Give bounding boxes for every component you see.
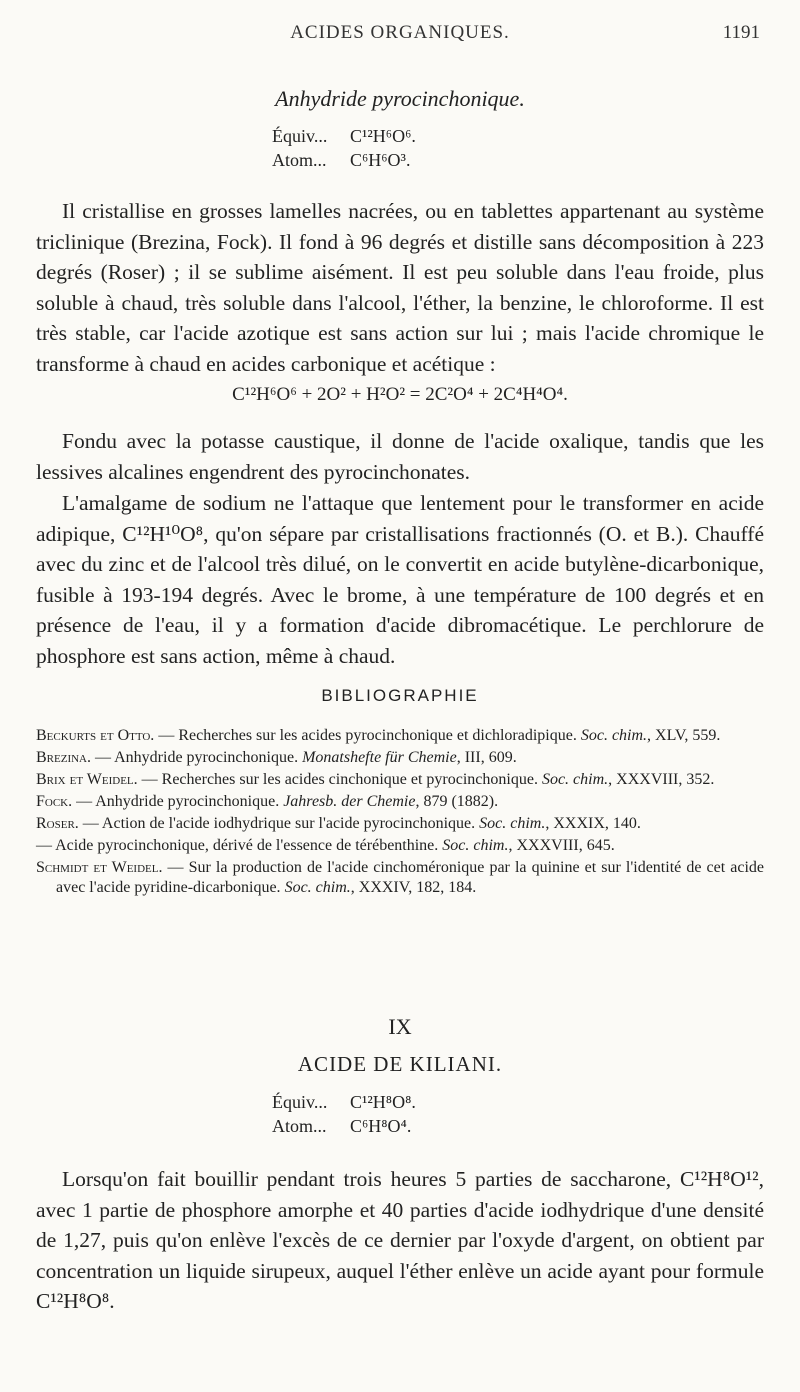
bibliography-heading: BIBLIOGRAPHIE	[321, 686, 479, 705]
bib-text: — Anhydride pyrocinchonique.	[72, 793, 284, 810]
bib-journal: Soc. chim.	[541, 771, 609, 788]
equiv-formula: C¹²H⁶O⁶.	[350, 126, 416, 146]
paragraph-potasse: Fondu avec la potasse caustique, il donne de l'acide oxalique, tandis que les lessives alcalines engendrent des pyrocinchonates.	[36, 429, 764, 484]
bib-text: — Acide pyrocinchonique, dérivé de l'essence de térébenthine.	[36, 837, 443, 854]
bib-ref: , XXXVIII, 645.	[508, 837, 615, 854]
bib-journal: Soc. chim.	[580, 727, 648, 744]
bib-entry	[36, 858, 764, 898]
section-title: ACIDE DE KILIANI.	[297, 1052, 503, 1076]
bib-entry	[36, 792, 764, 812]
bib-author: Beckurts et Otto.	[36, 727, 155, 744]
bib-entry	[36, 814, 764, 834]
paragraph-amalgame: L'amalgame de sodium ne l'attaque que lentement pour le transformer en acide adipique, C¹²H¹⁰O⁸, qu'on sépare par cristallisations fractionnés (O. et B.). Chauffé avec du zinc et de l'alcool très dilué, on le convertit en acide butylène-dicarbonique, fusible à 193-194 degrés. Avec le brome, à une température de 100 degrés et en présence de l'eau, il y a formation d'acide dibromacétique. Le perchlorure de phosphore est sans action, même à chaud.	[36, 491, 764, 668]
section-number: IX	[388, 1014, 412, 1039]
equiv-formula-row	[272, 126, 416, 147]
bib-entry	[36, 726, 764, 746]
kiliani-equiv-formula: C¹²H⁸O⁸.	[350, 1092, 416, 1112]
bib-ref: , III, 609.	[456, 749, 517, 766]
bib-author: Schmidt et Weidel.	[36, 859, 163, 876]
bib-entry	[36, 748, 764, 768]
bib-ref: , 879 (1882).	[415, 793, 499, 810]
bib-author: Brezina.	[36, 749, 91, 766]
bib-ref: , XXXVIII, 352.	[608, 771, 715, 788]
page-header	[0, 22, 800, 52]
bib-ref: , XLV, 559.	[647, 727, 721, 744]
paragraph-properties: Il cristallise en grosses lamelles nacrées, ou en tablettes appartenant au système triclinique (Brezina, Fock). Il fond à 96 degrés et distille sans décomposition à 223 degrés (Roser) ; il se sublime aisément. Il est peu soluble dans l'eau froide, plus soluble à chaud, très soluble dans l'alcool, l'éther, la benzine, le chloroforme. Il est très stable, car l'acide azotique est sans action sur lui ; mais l'acide chromique le transforme à chaud en acides carbonique et acétique :	[36, 199, 764, 376]
bib-ref: , XXXIV, 182, 184.	[350, 879, 477, 896]
bib-ref: , XXXIX, 140.	[545, 815, 641, 832]
bib-author: Fock.	[36, 793, 73, 810]
bib-text: — Anhydride pyrocinchonique.	[91, 749, 303, 766]
bib-text: — Sur la production de l'acide cinchoméronique par la quinine et sur l'identité de cet acide avec l'acide pyridine-dicarbonique.	[56, 859, 764, 896]
kiliani-equiv-label: Équiv...	[272, 1092, 328, 1112]
bib-entry	[36, 770, 764, 790]
bib-text: — Recherches sur les acides pyrocinchonique et dichloradipique.	[154, 727, 581, 744]
bib-text: — Recherches sur les acides cinchonique et pyrocinchonique.	[137, 771, 542, 788]
bib-text: — Action de l'acide iodhydrique sur l'acide pyrocinchonique.	[78, 815, 480, 832]
kiliani-atom-row	[272, 1116, 411, 1137]
bibliography-list	[36, 726, 764, 900]
equiv-label: Équiv...	[272, 126, 328, 146]
page-number: 1191	[722, 22, 760, 43]
bib-journal: Monatshefte für Chemie	[302, 749, 457, 766]
atom-formula-row	[272, 150, 410, 171]
kiliani-equiv-row	[272, 1092, 416, 1113]
bib-entry	[36, 836, 764, 856]
bib-journal: Soc. chim.	[442, 837, 509, 854]
bib-author: Roser.	[36, 815, 79, 832]
bib-journal: Soc. chim.	[479, 815, 546, 832]
running-head: ACIDES ORGANIQUES.	[290, 22, 510, 43]
kiliani-atom-formula: C⁶H⁸O⁴.	[350, 1116, 412, 1136]
bib-journal: Jahresb. der Chemie	[283, 793, 416, 810]
atom-formula: C⁶H⁶O³.	[350, 150, 411, 170]
atom-label: Atom...	[272, 150, 327, 170]
chemical-equation: C¹²H⁶O⁶ + 2O² + H²O² = 2C²O⁴ + 2C⁴H⁴O⁴.	[232, 384, 568, 405]
bib-journal: Soc. chim.	[284, 879, 351, 896]
paragraph-kiliani: Lorsqu'on fait bouillir pendant trois heures 5 parties de saccharone, C¹²H⁸O¹², avec 1 partie de phosphore amorphe et 40 parties d'acide iodhydrique d'une densité de 1,27, puis qu'on enlève l'excès de ce dernier par l'oxyde d'argent, on obtient par concentration un liquide sirupeux, auquel l'éther enlève un acide ayant pour formule C¹²H⁸O⁸.	[36, 1167, 764, 1313]
section-subtitle-anhydride: Anhydride pyrocinchonique.	[275, 86, 525, 111]
kiliani-atom-label: Atom...	[272, 1116, 327, 1136]
bib-author: Brix et Weidel.	[36, 771, 138, 788]
